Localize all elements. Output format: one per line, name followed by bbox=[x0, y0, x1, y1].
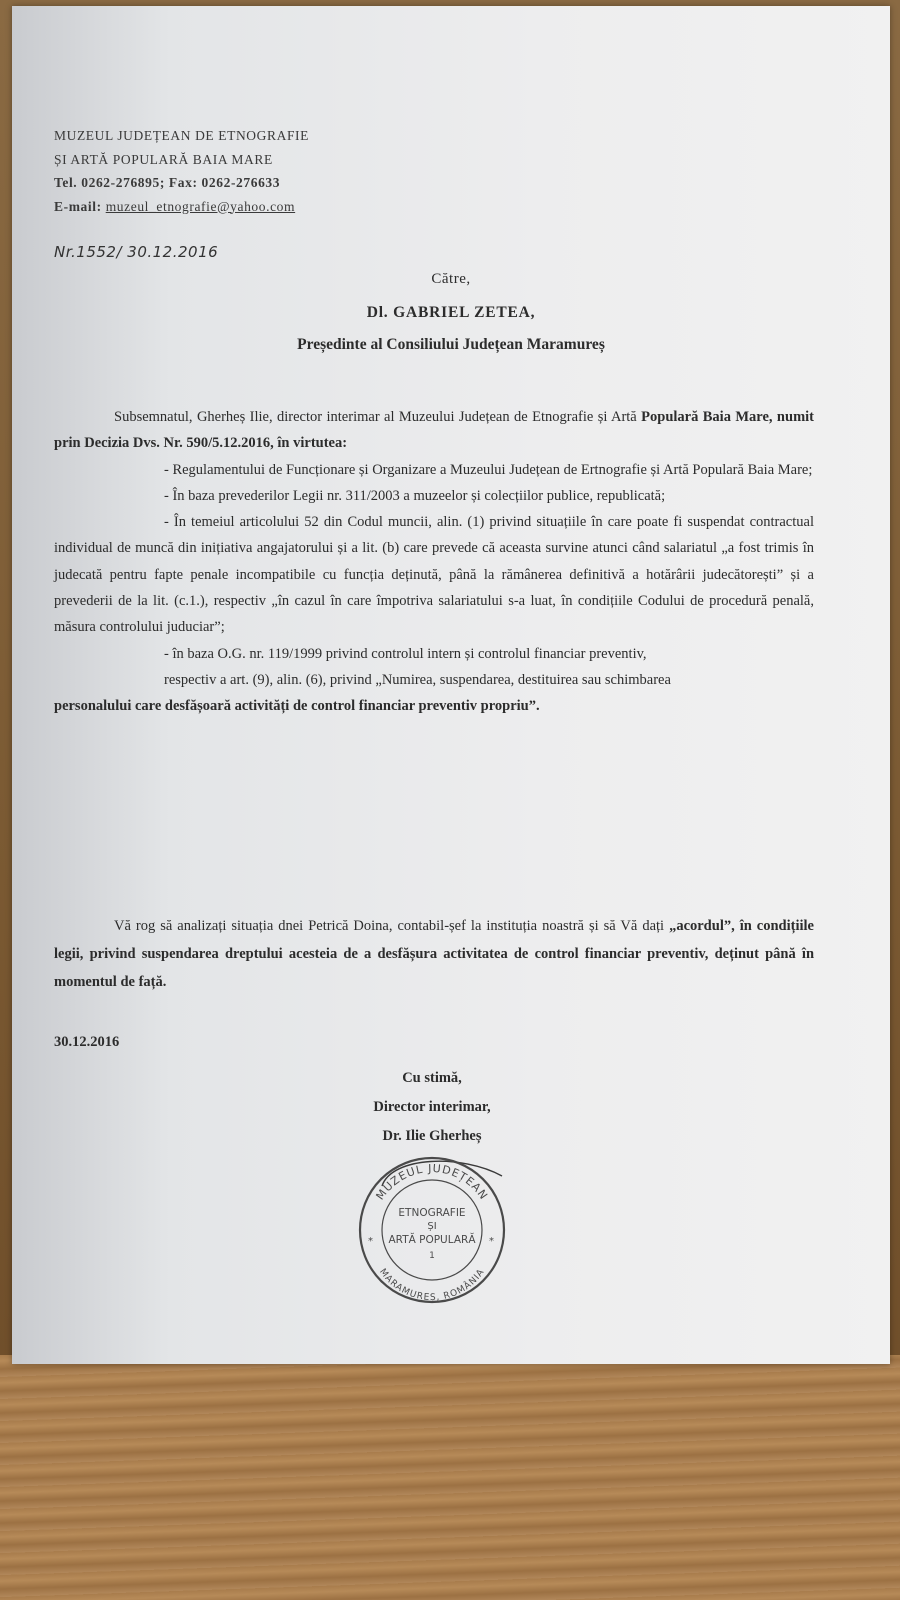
email-label: E-mail: bbox=[54, 198, 102, 214]
institution-name-line1: MUZEUL JUDEȚEAN DE ETNOGRAFIE bbox=[54, 128, 309, 143]
table-wood-edge bbox=[0, 1355, 900, 1600]
institution-phone: Tel. 0262-276895; Fax: 0262-276633 bbox=[54, 175, 281, 190]
request-part-b: „acordul”, în condițiile legii, privind suspendarea dreptului acesteia de a desfășura activitatea de bbox=[54, 918, 814, 962]
stamp-center-line3: ARTĂ POPULARĂ bbox=[388, 1234, 476, 1246]
addressee-greeting: Către, bbox=[431, 271, 471, 287]
request-part-c: control financiar preventiv, deținut până în momentul de față. bbox=[54, 946, 815, 990]
stamp-center-line1: ETNOGRAFIE bbox=[398, 1207, 466, 1219]
signer-name: Dr. Ilie Gherheș bbox=[382, 1128, 482, 1144]
letter-body bbox=[54, 404, 814, 720]
email-link[interactable]: muzeul_etnografie@yahoo.com bbox=[105, 198, 296, 214]
document-page bbox=[12, 6, 890, 1364]
institution-email-line bbox=[54, 195, 614, 219]
stamp-top-text: MUZEUL JUDEȚEAN bbox=[373, 1161, 491, 1203]
closing-salutation: Cu stimă, bbox=[402, 1070, 462, 1086]
institution-name-line2: ȘI ARTĂ POPULARĂ BAIA MARE bbox=[54, 151, 273, 167]
signer-role: Director interimar, bbox=[373, 1099, 491, 1115]
body-item-og-a: - în baza O.G. nr. 119/1999 privind controlul intern și controlul financiar preventiv, bbox=[164, 645, 647, 662]
body-item-og-b: respectiv a art. (9), alin. (6), privind „Numirea, suspendarea, destituirea sau schimbarea bbox=[164, 671, 671, 688]
official-stamp bbox=[352, 1146, 512, 1306]
stamp-center-line2: ȘI bbox=[427, 1221, 437, 1232]
body-intro bbox=[54, 404, 814, 457]
body-item-og-c: personalului care desfășoară activități de control financiar preventiv propriu”. bbox=[54, 698, 540, 715]
stamp-bottom-text: MARAMUREȘ, ROMÂNIA bbox=[377, 1267, 487, 1304]
stamp-star-right-icon: * bbox=[489, 1236, 494, 1247]
body-item-labor-code: - În temeiul articolului 52 din Codul muncii, alin. (1) privind situațiile în care poate fi suspendat contractual individual de muncă din inițiativa angajatorului și a lit. (b) care prevede că aceasta survine atunci când salariatul „a fost trimis în judecată pentru fapte penale incompatibile cu funcția deținută, până la rămânerea definitivă a hotărârii judecătorești” și a prevederii de la lit. (c.1.), respectiv „în cazul în care împotriva salariatului s-a luat, în condițiile Codului de procedură penală, măsura controlului juduciar”; bbox=[54, 514, 814, 636]
stamp-center-line4: 1 bbox=[429, 1251, 435, 1261]
registration-number-handwritten: Nr.1552/ 30.12.2016 bbox=[54, 243, 219, 261]
body-item-law: - În baza prevederilor Legii nr. 311/2003 a muzeelor și colecțiilor publice, republicată; bbox=[164, 487, 666, 504]
body-item-regulation: - Regulamentului de Funcționare și Organizare a Muzeului Județean de Ertnografie și Artă Populară Baia Mare; bbox=[164, 461, 813, 478]
request-paragraph bbox=[54, 912, 814, 996]
letterhead bbox=[54, 124, 614, 218]
body-intro-part-b: Populară Baia Mare, numit prin Decizia Dvs. Nr. 590/5.12.2016, în virtutea: bbox=[54, 409, 815, 452]
stamp-star-left-icon: * bbox=[368, 1236, 373, 1247]
letter-date: 30.12.2016 bbox=[54, 1034, 120, 1050]
addressee-title: Președinte al Consiliului Județean Maramureș bbox=[297, 336, 605, 353]
addressee-name: Dl. GABRIEL ZETEA, bbox=[366, 304, 536, 321]
request-part-a: Vă rog să analizați situația dnei Petrică Doina, contabil-șef la instituția noastră și să Vă dați bbox=[114, 918, 670, 934]
body-intro-part-a: Subsemnatul, Gherheș Ilie, director interimar al Muzeului Județean de Etnografie și Artă bbox=[114, 409, 642, 425]
